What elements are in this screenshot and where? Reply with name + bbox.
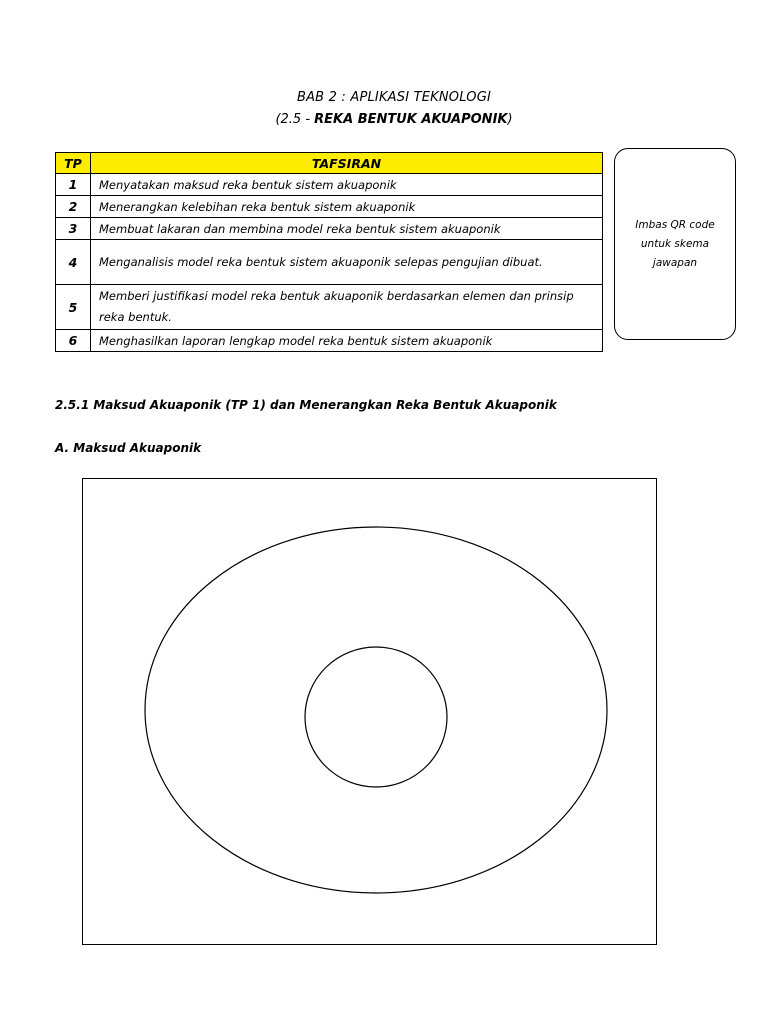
header-tafsiran: TAFSIRAN — [91, 153, 603, 174]
tp-table — [55, 152, 603, 352]
tp-description: Menerangkan kelebihan reka bentuk sistem akuaponik — [91, 196, 603, 218]
table-header-row — [56, 153, 603, 174]
tp-number: 1 — [56, 174, 91, 196]
table-row — [56, 285, 603, 330]
tp-description: Menyatakan maksud reka bentuk sistem akuaponik — [91, 174, 603, 196]
table-row — [56, 218, 603, 240]
table-row — [56, 240, 603, 285]
table-row — [56, 174, 603, 196]
chapter-subtitle — [0, 112, 768, 127]
header-tp: TP — [56, 153, 91, 174]
qr-note-text: Imbas QR code untuk skema jawapan — [635, 218, 715, 269]
inner-circle — [305, 647, 447, 787]
tp-number: 5 — [56, 285, 91, 330]
table-row — [56, 196, 603, 218]
tp-description: Menganalisis model reka bentuk sistem akuaponik selepas pengujian dibuat. — [91, 240, 603, 285]
section-heading-251: 2.5.1 Maksud Akuaponik (TP 1) dan Menerangkan Reka Bentuk Akuaponik — [55, 398, 557, 412]
tp-description: Memberi justifikasi model reka bentuk akuaponik berdasarkan elemen dan prinsip reka bentuk. — [91, 285, 603, 330]
tp-number: 6 — [56, 330, 91, 352]
chapter-title: BAB 2 : APLIKASI TEKNOLOGI — [296, 90, 492, 105]
section-heading-a: A. Maksud Akuaponik — [55, 441, 202, 455]
tp-description: Menghasilkan laporan lengkap model reka bentuk sistem akuaponik — [91, 330, 603, 352]
subtitle-suffix: ) — [507, 112, 513, 127]
tp-number: 2 — [56, 196, 91, 218]
tp-number: 3 — [56, 218, 91, 240]
tp-description: Membuat lakaran dan membina model reka bentuk sistem akuaponik — [91, 218, 603, 240]
concentric-circles-diagram — [83, 479, 658, 946]
subtitle-prefix: (2.5 - — [275, 112, 311, 127]
outer-ellipse — [145, 527, 607, 893]
table-row — [56, 330, 603, 352]
qr-note-box — [614, 148, 736, 340]
tp-number: 4 — [56, 240, 91, 285]
subtitle-topic: REKA BENTUK AKUAPONIK — [314, 112, 508, 127]
answer-frame — [82, 478, 657, 945]
